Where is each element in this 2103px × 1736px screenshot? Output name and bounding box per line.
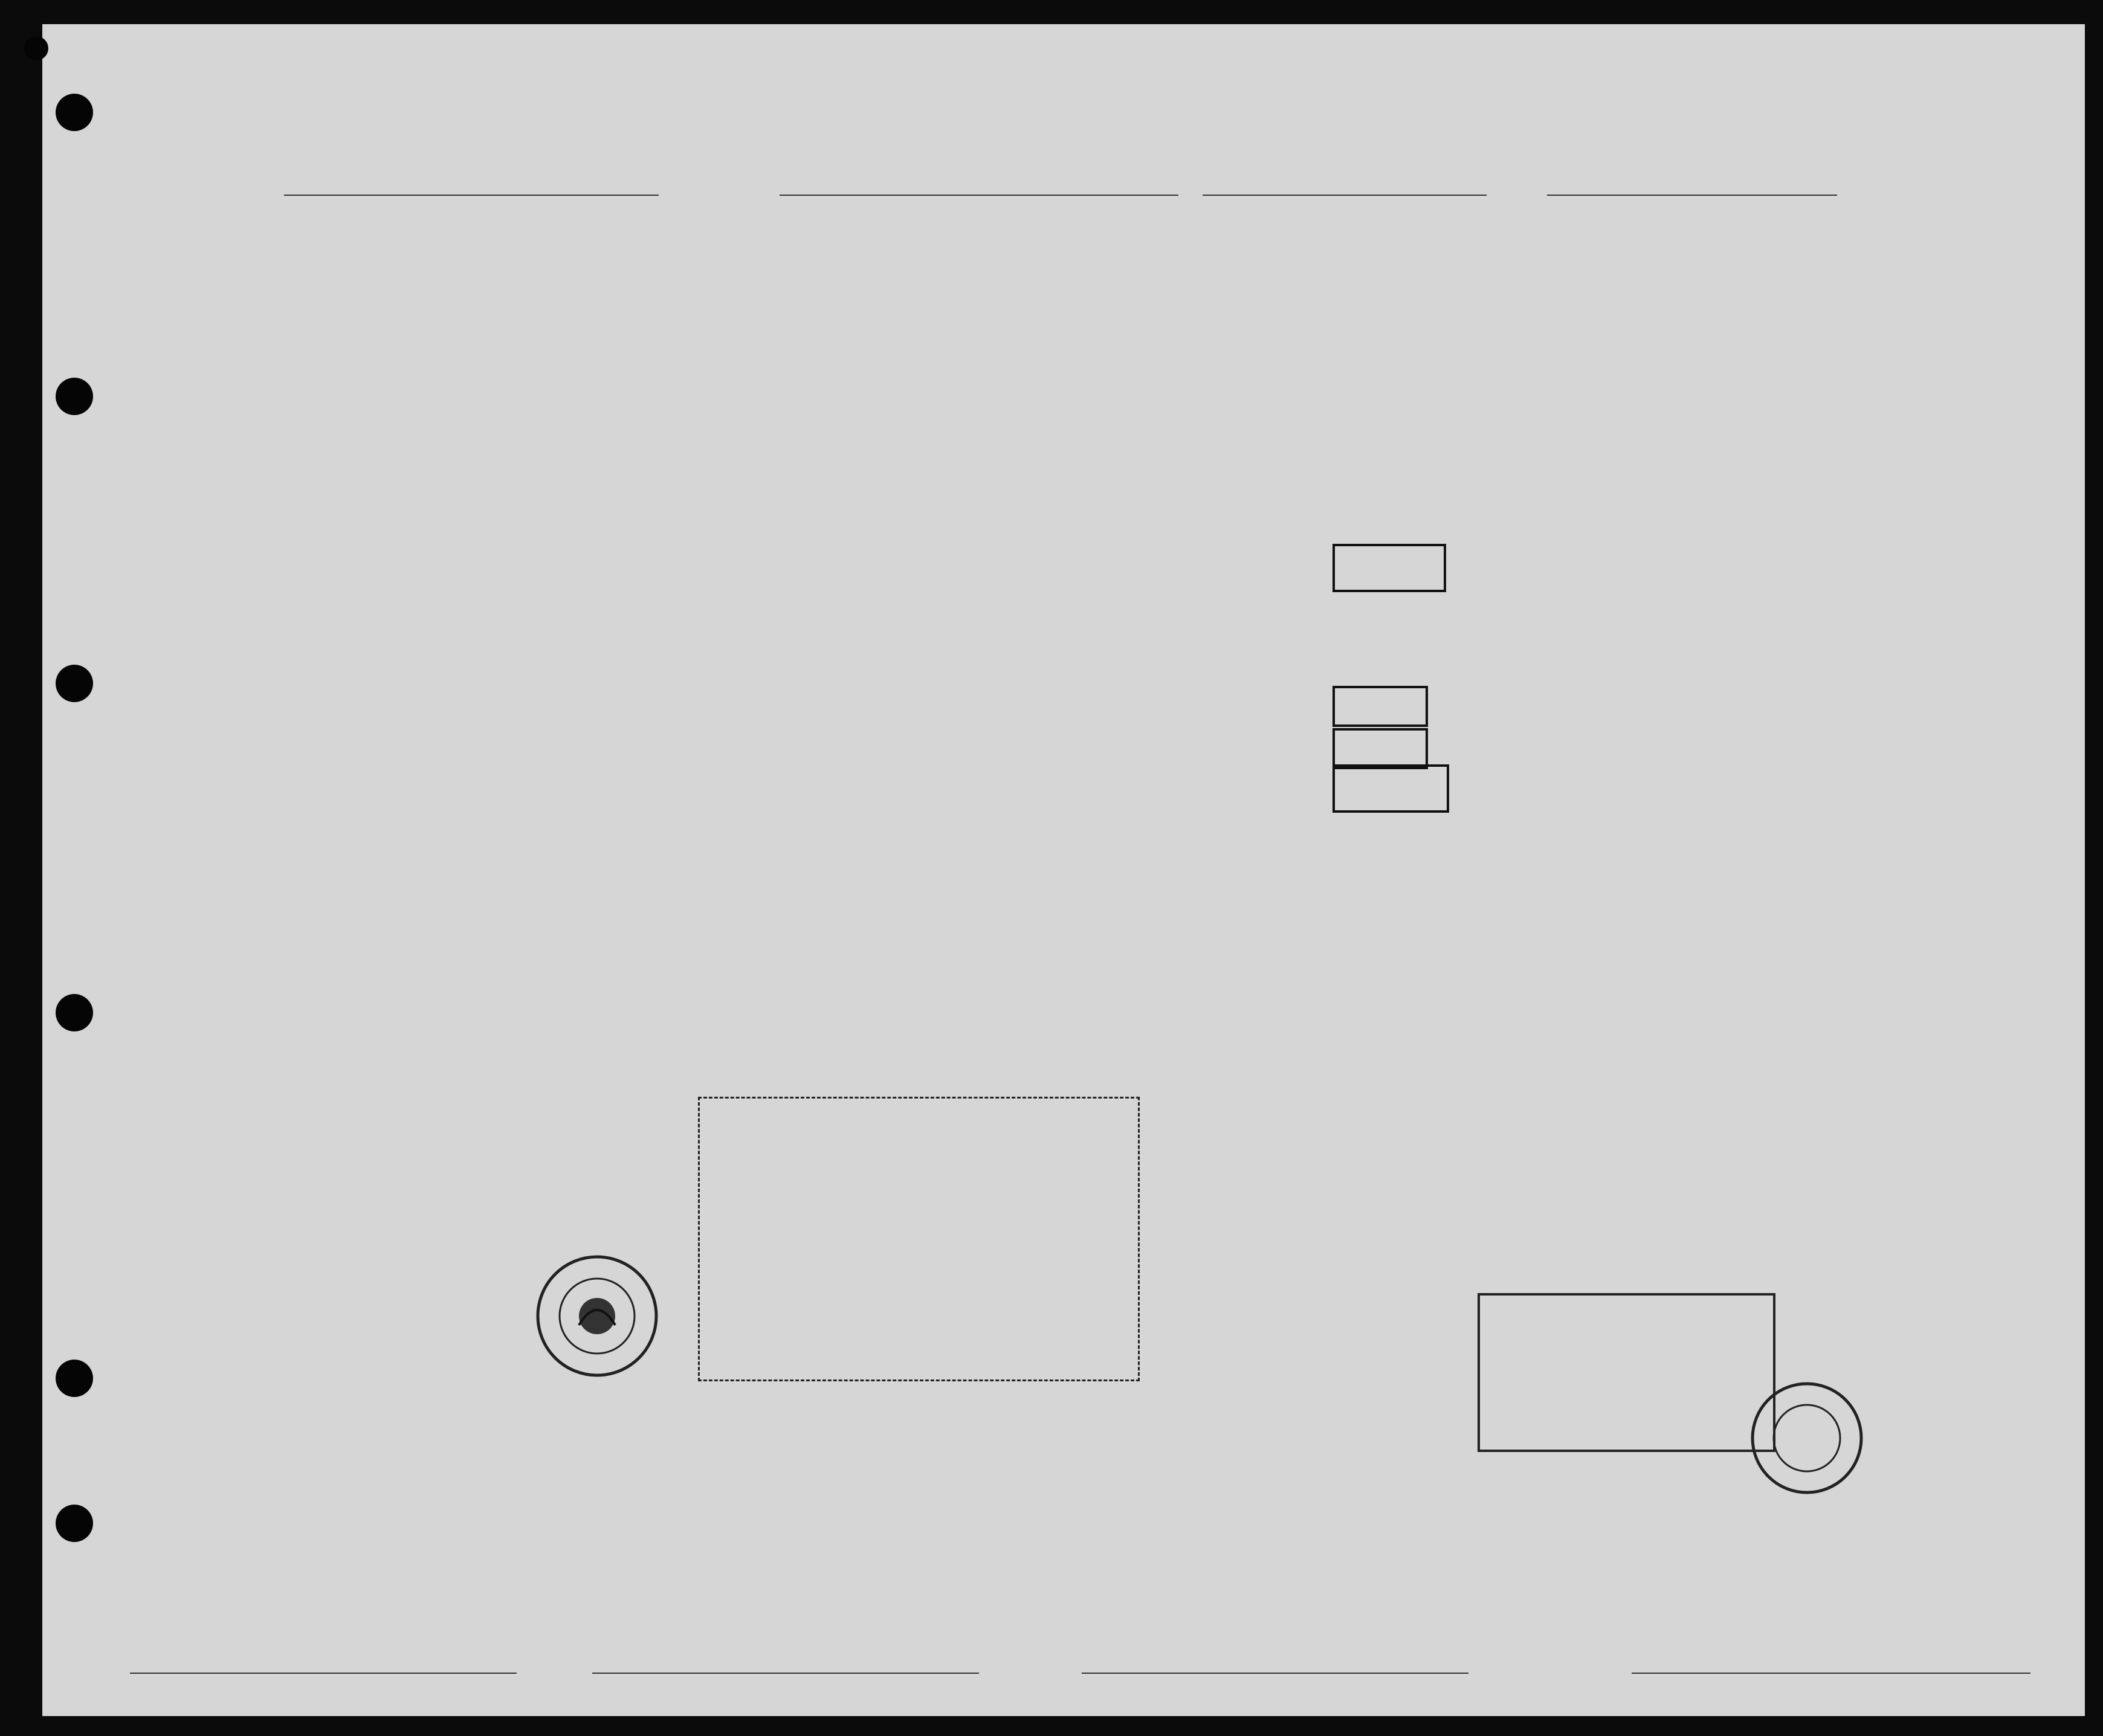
nationality-box-china [1333, 686, 1428, 727]
canal-zone-round-stamp [1746, 1378, 1867, 1499]
shipping-commissioner-stamp [1478, 1293, 1775, 1452]
nationality-box-usa [1333, 728, 1428, 769]
nationality-box-brazil [1333, 544, 1446, 592]
footer-line-underline [130, 1673, 517, 1674]
consular-visa-stamp [698, 1097, 1140, 1381]
footer-agents-underline [1082, 1673, 1468, 1674]
wax-seal [121, 1021, 375, 1275]
footer-owners-underline [592, 1673, 979, 1674]
consulate-round-seal [534, 1253, 661, 1379]
nationality-box-portugal [1333, 764, 1449, 813]
footer-officer-underline [1632, 1673, 2030, 1674]
